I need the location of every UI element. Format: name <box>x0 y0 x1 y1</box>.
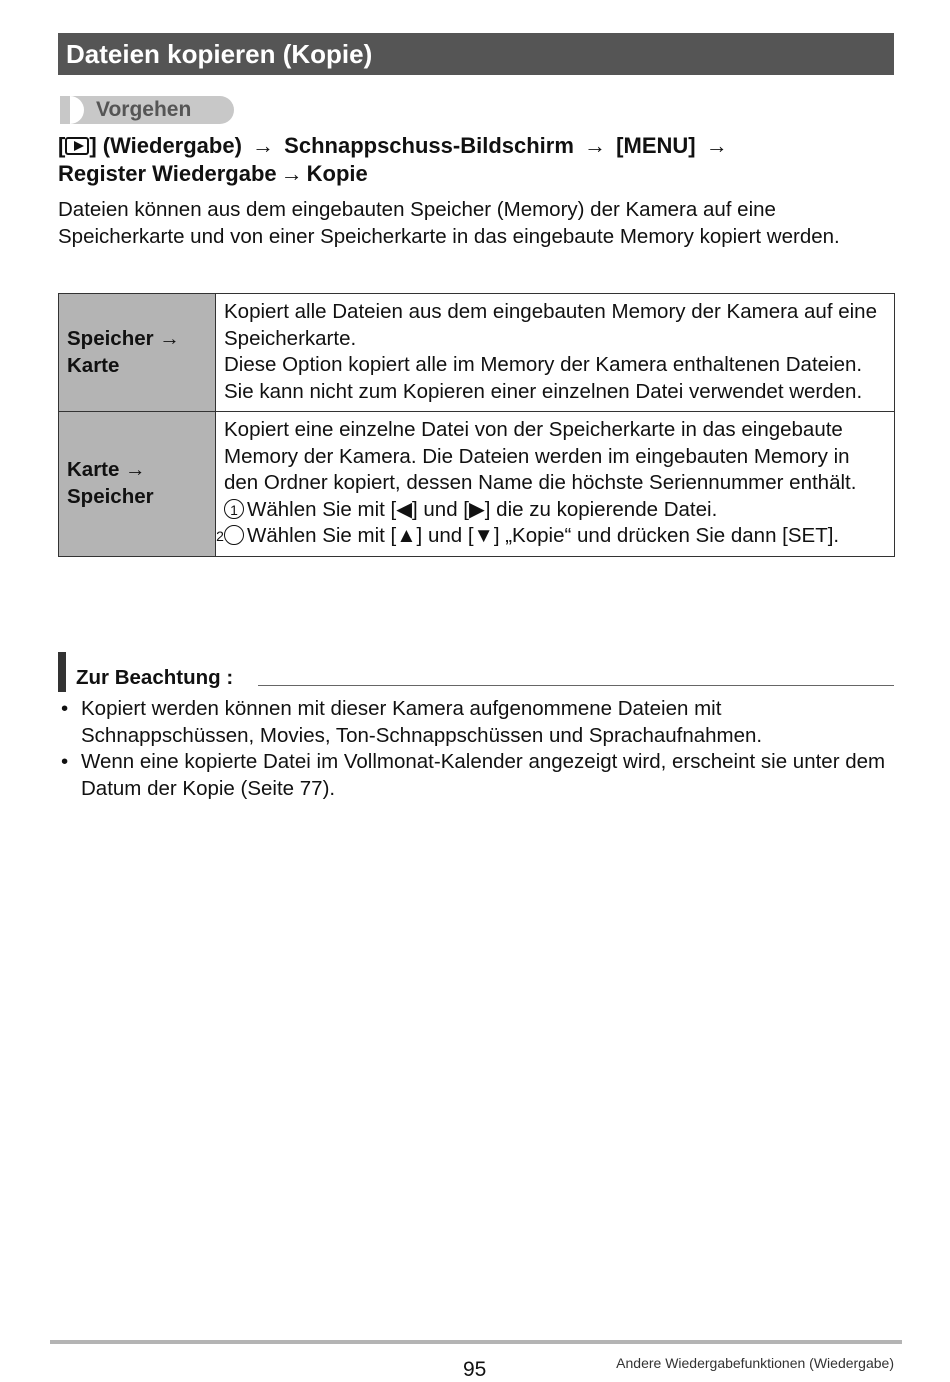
option-description-cell <box>216 412 895 557</box>
nav-step-4: Register Wiedergabe <box>58 161 277 186</box>
step-1-text-a: Wählen Sie mit [ <box>247 497 397 521</box>
list-item: • Wenn eine kopierte Datei im Vollmonat-Kalender angezeigt wird, erscheint sie unter dem Datum der Kopie (Seite 77). <box>58 749 898 802</box>
procedure-badge-notch <box>70 96 84 124</box>
page-title: Dateien kopieren (Kopie) <box>58 33 894 75</box>
step-1-text-c: ] die zu kopierende Datei. <box>484 497 718 521</box>
procedure-label: Vorgehen <box>96 98 192 121</box>
arrow-right-icon: → <box>159 327 180 350</box>
option-label-from: Karte <box>67 458 120 482</box>
nav-bracket-open: [ <box>58 133 66 158</box>
left-triangle-icon: ◀ <box>396 497 413 521</box>
note-heading: Zur Beachtung : <box>76 666 234 689</box>
option-description: Kopiert alle Dateien aus dem eingebauten Memory der Kamera auf eine Speicherkarte. <box>224 300 877 350</box>
right-triangle-icon: ▶ <box>469 497 485 521</box>
nav-step-5: Kopie <box>306 161 368 186</box>
note-list <box>58 696 898 802</box>
note-divider <box>258 685 894 686</box>
play-button-icon <box>65 137 89 155</box>
down-triangle-icon: ▼ <box>473 524 494 547</box>
option-label-to: Karte <box>67 353 120 377</box>
footer-section-title: Andere Wiedergabefunktionen (Wiedergabe) <box>616 1355 894 1371</box>
option-label-from: Speicher <box>67 327 154 350</box>
step-number-1: 1 <box>224 499 244 519</box>
option-label-to: Speicher <box>67 484 154 508</box>
option-description-detail: Diese Option kopiert alle im Memory der Kamera enthaltenen Dateien. Sie kann nicht zum Kopieren einer einzelnen Datei verwendet werden. <box>224 353 863 403</box>
intro-paragraph: Dateien können aus dem eingebauten Speicher (Memory) der Kamera auf eine Speicherkarte und von einer Speicherkarte in das eingebaute Memory kopiert werden. <box>58 198 840 248</box>
options-table <box>58 293 895 557</box>
nav-step-2: Schnappschuss-Bildschirm <box>284 133 574 158</box>
arrow-right-icon: → <box>584 133 607 158</box>
navigation-path <box>58 132 898 188</box>
page-number: 95 <box>463 1358 487 1381</box>
step-2-text-b: ] und [ <box>416 524 474 547</box>
note-marker <box>58 652 66 692</box>
arrow-right-icon: → <box>705 133 728 158</box>
instruction-step-2 <box>216 523 886 550</box>
option-description-cell <box>216 294 895 412</box>
footer-divider <box>50 1340 902 1344</box>
arrow-right-icon: → <box>252 133 275 158</box>
up-triangle-icon: ▲ <box>396 524 417 547</box>
list-item: • Kopiert werden können mit dieser Kamera aufgenommene Dateien mit Schnappschüssen, Movies, Ton-Schnappschüssen und Sprachaufnahmen. <box>58 696 898 749</box>
step-2-text-a: Wählen Sie mit [ <box>247 524 397 547</box>
option-label-cell <box>59 294 216 412</box>
nav-step-1: ] (Wiedergabe) <box>89 133 242 158</box>
table-row <box>59 412 895 557</box>
step-1-text-b: ] und [ <box>412 497 470 521</box>
option-label-cell <box>59 412 216 557</box>
arrow-right-icon: → <box>125 458 146 482</box>
procedure-badge <box>60 96 234 124</box>
option-description: Kopiert eine einzelne Datei von der Speicherkarte in das eingebaute Memory der Kamera. Die Dateien werden im eingebauten Memory in den Ordner kopiert, dessen Name die höchste Seriennummer enthält. <box>224 418 857 494</box>
instruction-step-1 <box>224 497 886 524</box>
nav-step-3: [MENU] <box>616 133 696 158</box>
step-number-2: 2 <box>224 525 244 545</box>
table-row <box>59 294 895 412</box>
step-2-text-c: ] „Kopie“ und drücken Sie dann [SET]. <box>493 524 840 547</box>
arrow-right-icon: → <box>280 161 303 186</box>
